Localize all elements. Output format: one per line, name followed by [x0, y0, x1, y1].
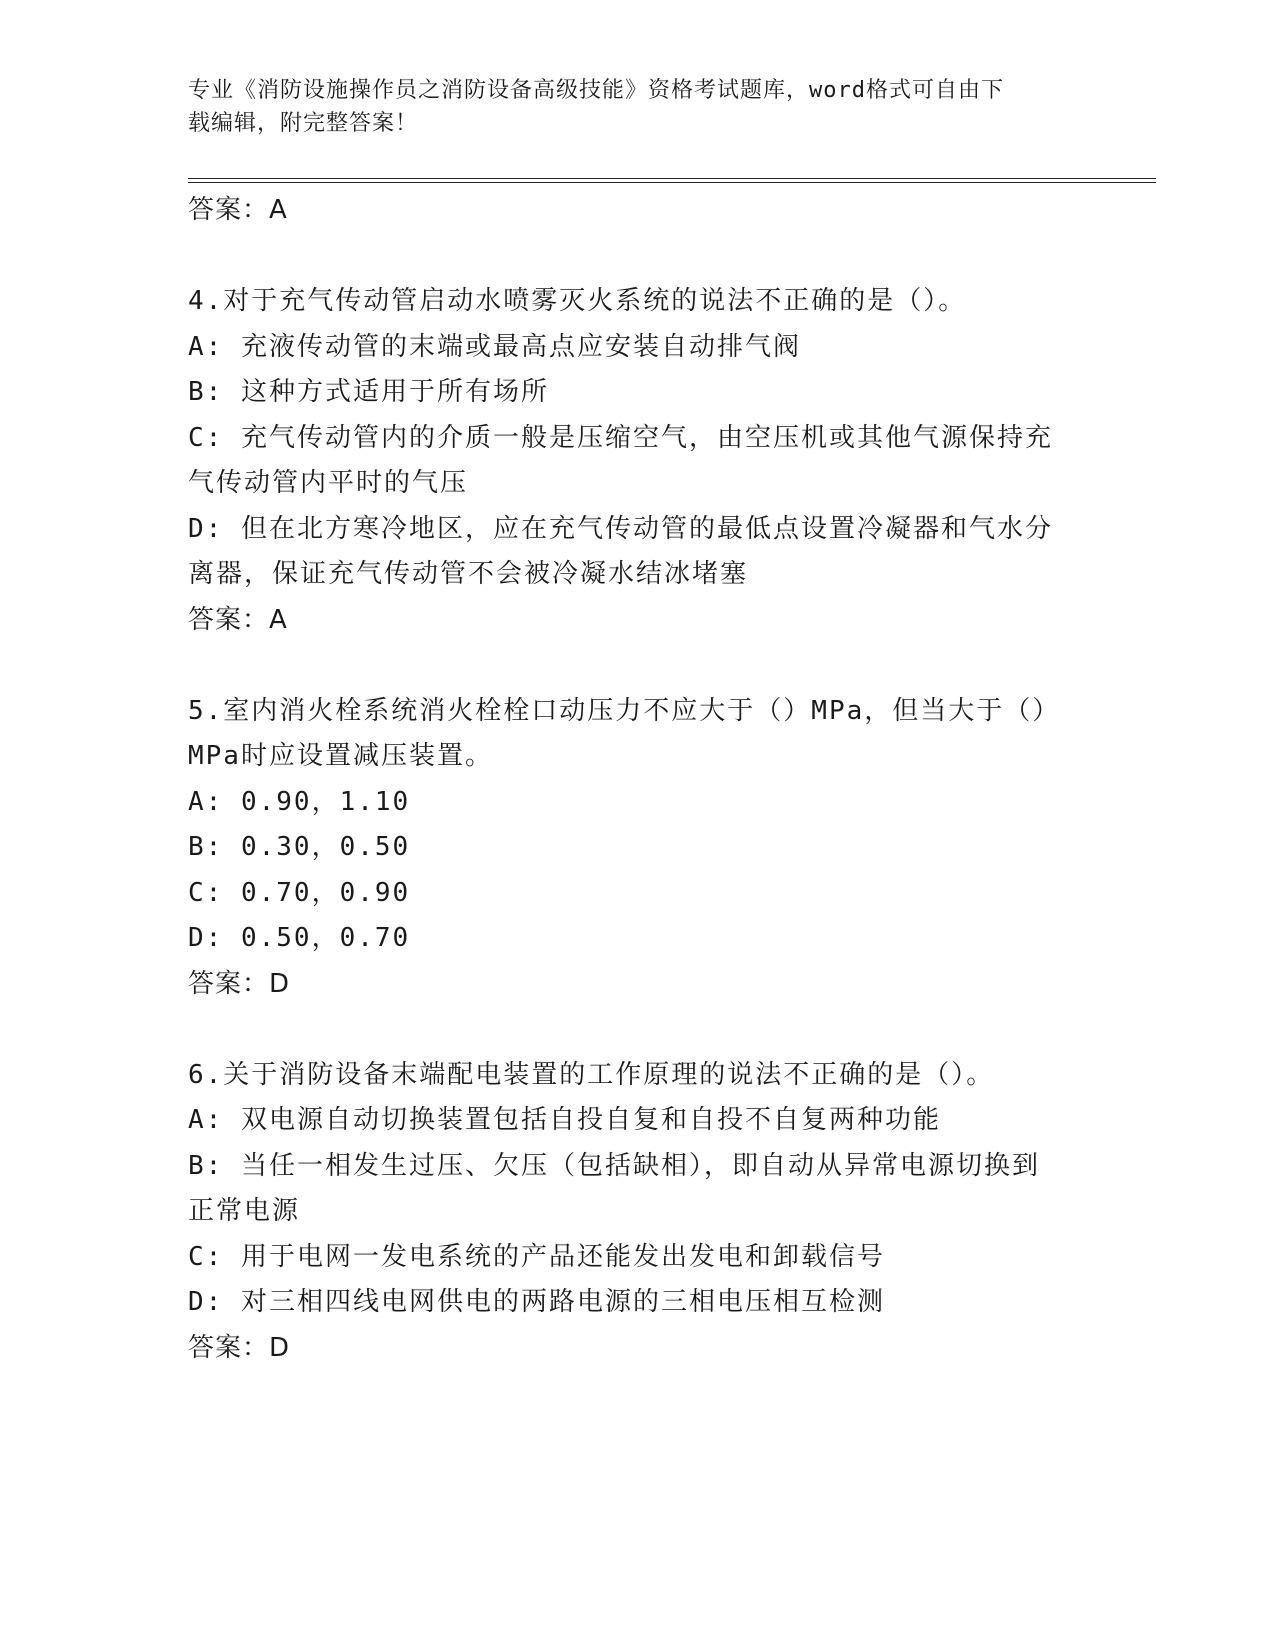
question-6-option-a: A: 双电源自动切换装置包括自投自复和自投不自复两种功能 [188, 1105, 941, 1135]
question-5-answer: 答案：D [188, 968, 291, 999]
question-4-answer: 答案：A [188, 604, 288, 635]
spacer [188, 234, 1088, 280]
spacer [188, 643, 1088, 689]
header-divider-thick [188, 178, 1156, 179]
question-4-option-a: A: 充液传动管的末端或最高点应安装自动排气阀 [188, 331, 801, 362]
question-6-option-c: C: 用于电网一发电系统的产品还能发出发电和卸载信号 [188, 1241, 885, 1272]
spacer [188, 1007, 1088, 1053]
question-5-option-d: D: 0.50，0.70 [188, 923, 411, 953]
question-4 [188, 279, 1088, 643]
question-content [188, 188, 1088, 1371]
question-5-stem: 5.室内消火栓系统消火栓栓口动压力不应大于（）MPa，但当大于（） [188, 695, 1061, 726]
question-6 [188, 1053, 1088, 1372]
question-5-stem-cont: MPa时应设置减压装置。 [188, 741, 493, 771]
question-6-option-b: B: 当任一相发生过压、欠压（包括缺相），即自动从异常电源切换到 [188, 1150, 1040, 1181]
question-6-option-b-cont: 正常电源 [188, 1196, 301, 1226]
question-6-stem: 6.关于消防设备末端配电装置的工作原理的说法不正确的是（）。 [188, 1059, 995, 1090]
question-4-option-d: D: 但在北方寒冷地区，应在充气传动管的最低点设置冷凝器和气水分 [188, 513, 1053, 544]
question-4-option-d-cont: 离器，保证充气传动管不会被冷凝水结冰堵塞 [188, 559, 749, 589]
question-4-option-c: C: 充气传动管内的介质一般是压缩空气，由空压机或其他气源保持充 [188, 422, 1053, 453]
question-4-stem: 4.对于充气传动管启动水喷雾灭火系统的说法不正确的是（）。 [188, 286, 967, 316]
question-5 [188, 689, 1088, 1008]
header-divider-thin [188, 182, 1156, 183]
previous-answer: 答案：A [188, 195, 288, 225]
question-4-option-b: B: 这种方式适用于所有场所 [188, 377, 549, 407]
header-line-1: 专业《消防设施操作员之消防设备高级技能》资格考试题库，word格式可自由下 [188, 78, 1004, 103]
question-5-option-a: A: 0.90，1.10 [188, 786, 411, 817]
question-4-option-c-cont: 气传动管内平时的气压 [188, 468, 469, 498]
question-5-option-c: C: 0.70，0.90 [188, 877, 411, 908]
question-6-answer: 答案：D [188, 1332, 291, 1363]
question-6-option-d: D: 对三相四线电网供电的两路电源的三相电压相互检测 [188, 1287, 885, 1317]
header-line-2: 载编辑，附完整答案！ [188, 111, 419, 136]
document-header [188, 74, 1088, 140]
question-5-option-b: B: 0.30，0.50 [188, 832, 411, 862]
